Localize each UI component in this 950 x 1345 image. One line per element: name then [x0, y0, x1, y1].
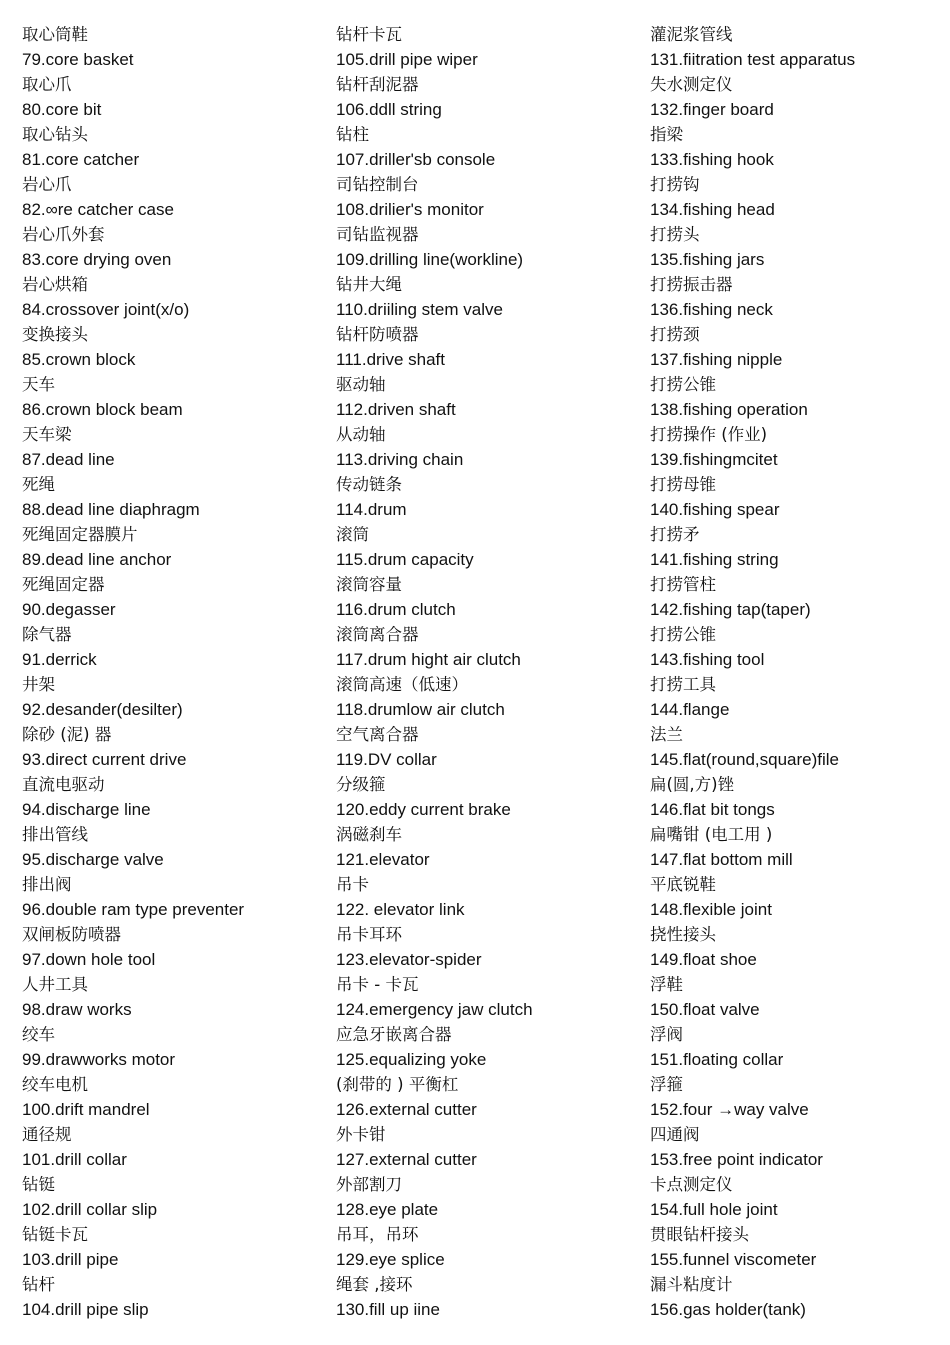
term-chinese: 钻井大绳 — [336, 275, 402, 294]
term-english: 131.fiitration test apparatus — [650, 50, 856, 69]
term-english: 153.free point indicator — [650, 1150, 823, 1169]
term-chinese: 失水测定仪 — [650, 75, 733, 94]
term-english: 106.ddll string — [336, 100, 442, 119]
term-chinese: 死绳 — [22, 475, 55, 494]
term-chinese: 挠性接头 — [650, 925, 716, 944]
term-chinese: 平底锐鞋 — [650, 875, 716, 894]
term-english: 156.gas holder(tank) — [650, 1300, 806, 1319]
term-english: 137.fishing nipple — [650, 350, 783, 369]
term-english: 118.drumlow air clutch — [336, 700, 505, 719]
term-english: 79.core basket — [22, 50, 134, 69]
term-chinese: 除砂 (泥) 器 — [22, 725, 112, 744]
term-chinese: 钻铤卡瓦 — [22, 1225, 88, 1244]
term-english: 128.eye plate — [336, 1200, 439, 1219]
term-chinese: 死绳固定器膜片 — [22, 525, 138, 544]
term-chinese: 排出管线 — [22, 825, 88, 844]
term-english: 121.elevator — [336, 850, 430, 869]
glossary-column-1 — [22, 22, 322, 1322]
term-chinese: 绞车 — [22, 1025, 55, 1044]
term-chinese: 通径规 — [22, 1125, 72, 1144]
term-english: 124.emergency jaw clutch — [336, 1000, 533, 1019]
term-chinese: 钻杆 — [22, 1275, 55, 1294]
term-english: 99.drawworks motor — [22, 1050, 176, 1069]
term-english: 81.core catcher — [22, 150, 140, 169]
term-english: 89.dead line anchor — [22, 550, 172, 569]
term-english: 122. elevator link — [336, 900, 465, 919]
term-english: 108.drilier's monitor — [336, 200, 484, 219]
term-chinese: 人井工具 — [22, 975, 88, 994]
term-english: 86.crown block beam — [22, 400, 183, 419]
term-english: 114.drum — [336, 500, 407, 519]
term-chinese: 吊耳，吊环 — [336, 1225, 419, 1244]
term-english: 127.external cutter — [336, 1150, 477, 1169]
term-english: 145.flat(round,square)file — [650, 750, 840, 769]
term-english: 117.drum hight air clutch — [336, 650, 521, 669]
term-chinese: 直流电驱动 — [22, 775, 105, 794]
term-chinese: 打捞颈 — [650, 325, 700, 344]
term-english: 104.drill pipe slip — [22, 1300, 149, 1319]
term-chinese: 漏斗粘度计 — [650, 1275, 733, 1294]
term-english: 84.crossover joint(x/o) — [22, 300, 190, 319]
term-english: 111.drive shaft — [336, 350, 445, 369]
term-english: 143.fishing tool — [650, 650, 765, 669]
term-english: 134.fishing head — [650, 200, 775, 219]
term-english: 83.core drying oven — [22, 250, 172, 269]
term-chinese: 岩心爪 — [22, 175, 72, 194]
term-chinese: 井架 — [22, 675, 55, 694]
term-english: 133.fishing hook — [650, 150, 774, 169]
term-english: 139.fishingmcitet — [650, 450, 778, 469]
term-chinese: 扁(圆,方)锉 — [650, 775, 735, 794]
term-english: 148.flexible joint — [650, 900, 772, 919]
term-chinese: 取心爪 — [22, 75, 72, 94]
term-english: 142.fishing tap(taper) — [650, 600, 811, 619]
term-english: 132.finger board — [650, 100, 774, 119]
term-chinese: 打捞操作 (作业) — [650, 425, 768, 444]
term-english: 100.drift mandrel — [22, 1100, 150, 1119]
term-chinese: 卡点测定仪 — [650, 1175, 733, 1194]
term-chinese: 司钻监视器 — [336, 225, 419, 244]
term-chinese: 岩心烘箱 — [22, 275, 88, 294]
term-chinese: 打捞母锥 — [650, 475, 716, 494]
term-english: 126.external cutter — [336, 1100, 477, 1119]
term-english: 80.core bit — [22, 100, 102, 119]
term-english: 154.full hole joint — [650, 1200, 778, 1219]
term-chinese: 浮鞋 — [650, 975, 683, 994]
term-english: 97.down hole tool — [22, 950, 156, 969]
term-chinese: 吊卡 - 卡瓦 — [336, 975, 419, 994]
term-chinese: 传动链条 — [336, 475, 402, 494]
term-english: 91.derrick — [22, 650, 97, 669]
term-chinese: 钻杆刮泥器 — [336, 75, 419, 94]
term-chinese: 贯眼钻杆接头 — [650, 1225, 749, 1244]
glossary-column-2 — [336, 22, 636, 1322]
term-chinese: 应急牙嵌离合器 — [336, 1025, 452, 1044]
term-chinese: 打捞钩 — [650, 175, 700, 194]
term-chinese: 变换接头 — [22, 325, 88, 344]
term-english: 109.drilling line(workline) — [336, 250, 524, 269]
term-chinese: 吊卡耳环 — [336, 925, 402, 944]
term-chinese: 滚筒离合器 — [336, 625, 419, 644]
term-english: 123.elevator-spider — [336, 950, 482, 969]
term-english: 151.floating collar — [650, 1050, 784, 1069]
term-english: 110.driiling stem valve — [336, 300, 503, 319]
term-chinese: 外部割刀 — [336, 1175, 402, 1194]
term-chinese: 天车梁 — [22, 425, 72, 444]
term-chinese: 打捞公锥 — [650, 625, 716, 644]
term-english: 95.discharge valve — [22, 850, 164, 869]
term-chinese: 打捞管柱 — [650, 575, 716, 594]
term-chinese: 取心钻头 — [22, 125, 88, 144]
term-english: 135.fishing jars — [650, 250, 765, 269]
term-english: 119.DV collar — [336, 750, 437, 769]
term-chinese: 打捞工具 — [650, 675, 716, 694]
term-chinese: 浮阀 — [650, 1025, 683, 1044]
term-chinese: 打捞公锥 — [650, 375, 716, 394]
term-english: 113.driving chain — [336, 450, 464, 469]
term-chinese: 除气器 — [22, 625, 72, 644]
term-english: 88.dead line diaphragm — [22, 500, 200, 519]
term-chinese: 取心筒鞋 — [22, 25, 88, 44]
term-english: 115.drum capacity — [336, 550, 474, 569]
term-chinese: 钻柱 — [336, 125, 369, 144]
term-english: 129.eye splice — [336, 1250, 445, 1269]
term-chinese: 外卡钳 — [336, 1125, 386, 1144]
term-chinese: 司钻控制台 — [336, 175, 419, 194]
term-chinese: 灌泥浆管线 — [650, 25, 733, 44]
term-chinese: 岩心爪外套 — [22, 225, 105, 244]
term-english: 92.desander(desilter) — [22, 700, 183, 719]
term-chinese: 绳套 ,接环 — [336, 1275, 413, 1294]
term-chinese: 涡磁刹车 — [336, 825, 402, 844]
glossary-column-3 — [650, 22, 950, 1322]
term-chinese: 双闸板防喷器 — [22, 925, 121, 944]
term-english: 105.drill pipe wiper — [336, 50, 478, 69]
term-english: 130.fill up iine — [336, 1300, 440, 1319]
term-chinese: 钻杆防喷器 — [336, 325, 419, 344]
term-english: 116.drum clutch — [336, 600, 456, 619]
term-english: 138.fishing operation — [650, 400, 808, 419]
term-chinese: 滚筒容量 — [336, 575, 402, 594]
term-english: 87.dead line — [22, 450, 115, 469]
term-english: 147.flat bottom mill — [650, 850, 793, 869]
term-english: 101.drill collar — [22, 1150, 127, 1169]
term-english: 94.discharge line — [22, 800, 151, 819]
term-english: 150.float valve — [650, 1000, 760, 1019]
term-chinese: 排出阀 — [22, 875, 72, 894]
term-english: 103.drill pipe — [22, 1250, 119, 1269]
term-english: 96.double ram type preventer — [22, 900, 245, 919]
term-english: 155.funnel viscometer — [650, 1250, 817, 1269]
term-chinese: 扁嘴钳 (电工用 ) — [650, 825, 773, 844]
term-english: 85.crown block — [22, 350, 136, 369]
term-chinese: 空气离合器 — [336, 725, 419, 744]
term-english: 90.degasser — [22, 600, 116, 619]
term-english: 152.four →way valve — [650, 1100, 809, 1119]
term-chinese: 从动轴 — [336, 425, 386, 444]
term-chinese: 吊卡 — [336, 875, 369, 894]
term-chinese: 滚筒 — [336, 525, 369, 544]
term-english: 149.float shoe — [650, 950, 757, 969]
term-chinese: 法兰 — [650, 725, 683, 744]
term-chinese: (刹带的 ) 平衡杠 — [336, 1075, 459, 1094]
term-chinese: 指梁 — [650, 125, 683, 144]
term-english: 93.direct current drive — [22, 750, 187, 769]
term-english: 98.draw works — [22, 1000, 132, 1019]
term-chinese: 钻杆卡瓦 — [336, 25, 402, 44]
term-english: 144.flange — [650, 700, 730, 719]
term-chinese: 浮箍 — [650, 1075, 683, 1094]
term-chinese: 打捞头 — [650, 225, 700, 244]
term-english: 120.eddy current brake — [336, 800, 511, 819]
term-chinese: 绞车电机 — [22, 1075, 88, 1094]
term-chinese: 分级箍 — [336, 775, 386, 794]
term-chinese: 打捞振击器 — [650, 275, 733, 294]
term-english: 136.fishing neck — [650, 300, 773, 319]
term-chinese: 打捞矛 — [650, 525, 700, 544]
term-chinese: 滚筒高速（低速） — [336, 675, 468, 694]
term-chinese: 死绳固定器 — [22, 575, 105, 594]
term-english: 146.flat bit tongs — [650, 800, 775, 819]
term-english: 141.fishing string — [650, 550, 779, 569]
term-english: 125.equalizing yoke — [336, 1050, 487, 1069]
term-english: 82.∞re catcher case — [22, 200, 174, 219]
term-chinese: 驱动轴 — [336, 375, 386, 394]
term-english: 140.fishing spear — [650, 500, 780, 519]
term-english: 112.driven shaft — [336, 400, 456, 419]
term-chinese: 四通阀 — [650, 1125, 700, 1144]
term-english: 102.drill collar slip — [22, 1200, 158, 1219]
term-chinese: 天车 — [22, 375, 55, 394]
term-english: 107.driller'sb console — [336, 150, 496, 169]
term-chinese: 钻铤 — [22, 1175, 55, 1194]
